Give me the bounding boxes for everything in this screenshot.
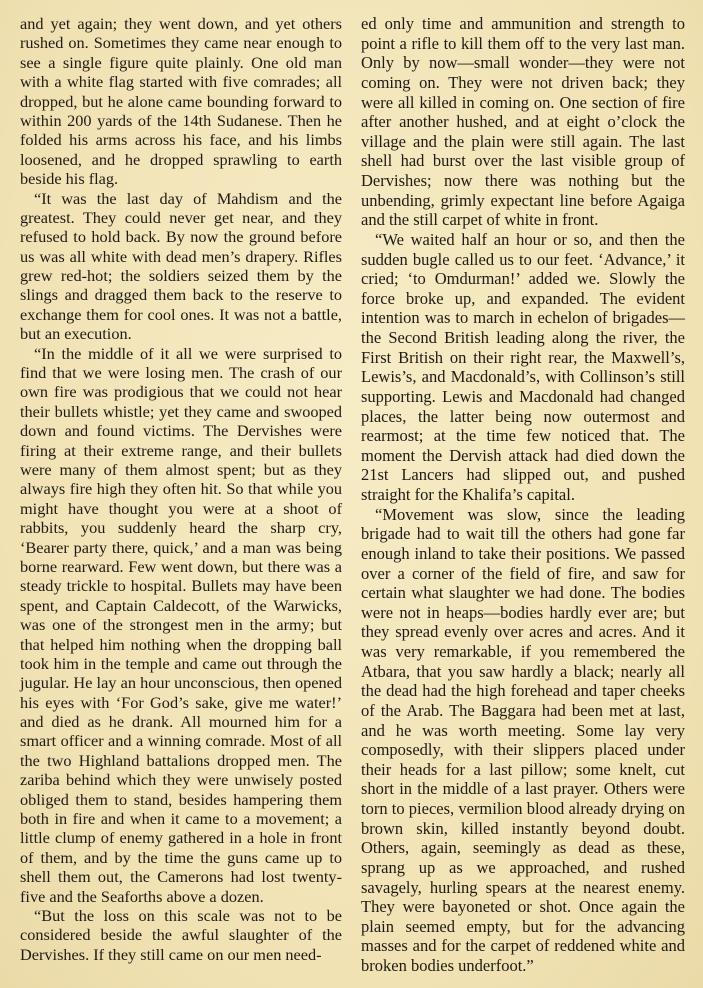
paragraph: ed only time and ammunition and strength to point a rifle to kill them off to the very last man. Only by now—small wonder—they were not coming on. They were not driven back; they were all killed in coming on. One section of fire after another hushed, and at eight o’clock the village and the plain were still again. The last shell had burst over the last visible group of Dervishes; now there was nothing but the unbending, grimly expectant line before Agaiga and the still carpet of white in front.	[361, 14, 685, 230]
right-column	[361, 14, 685, 976]
paragraph: “We waited half an hour or so, and then the sudden bugle called us to our feet. ‘Advance,’ it cried; ‘to Omdurman!’ added we. Slowly the force broke up, and expanded. The evident intention was to march in echelon of brigades—the Second British leading along the river, the First British on their right rear, the Maxwell’s, Lewis’s, and Macdonald’s, with Collinson’s still supporting. Lewis and Macdonald had changed places, the latter being now outermost and rearmost; at the time few noticed that. The moment the Dervish attack had died down the 21st Lancers had slipped out, and pushed straight for the Khalifa’s capital.	[361, 229, 685, 504]
paragraph: “In the middle of it all we were surprised to find that we were losing men. The crash of our own fire was prodigious that we could not hear their bullets whistle; yet they came and swooped down and found victims. The Dervishes were firing at their extreme range, and their bullets were many of them almost spent; but as they always fire high they often hit. So that while you might have thought you were at a shoot of rabbits, you suddenly heard the sharp cry, ‘Bearer party there, quick,’ and a man was being borne rearward. Few went down, but there was a steady trickle to hospital. Bullets may have been spent, and Captain Caldecott, of the Warwicks, was one of the strongest men in the army; but that helped him nothing when the dropping ball took him in the temple and came out through the jugular. He lay an hour unconscious, then opened his eyes with ‘For God’s sake, give me water!’ and died as he drank. All mourned him for a smart officer and a winning comrade. Most of all the two Highland battalions dropped men. The zariba behind which they were unwisely posted obliged them to stand, besides hampering them both in fire and when it came to a movement; a little clump of enemy gathered in a hole in front of them, and by the time the guns came up to shell them out, the Camerons had lost twenty-five and the Seaforths above a dozen.	[20, 343, 342, 906]
paragraph: “But the loss on this scale was not to be considered beside the awful slaughter of the Dervishes. If they still came on our men need-	[20, 905, 342, 964]
paragraph: “Movement was slow, since the leading brigade had to wait till the others had gone far enough inland to take their positions. We passed over a corner of the field of fire, and saw for certain what slaughter we had done. The bodies were not in heaps—bodies hardly ever are; but they spread evenly over acres and acres. And it was very remarkable, if you remembered the Atbara, that you saw hardly a black; nearly all the dead had the high forehead and taper cheeks of the Arab. The Baggara had been met at last, and he was worth meeting. Some lay very composedly, with their slippers placed under their heads for a last pillow; some knelt, cut short in the middle of a last prayer. Others were torn to pieces, vermilion blood already drying on brown skin, killed instantly beyond doubt. Others, again, seemingly as dead as these, sprang up as we approached, and rushed savagely, hurling spears at the nearest enemy. They were bayoneted or shot. Once again the plain seemed empty, but for the advancing masses and for the carpet of reddened white and broken bodies underfoot.”	[361, 504, 685, 975]
paragraph: “It was the last day of Mahdism and the greatest. They could never get near, and they refused to hold back. By now the ground before us was all white with dead men’s drapery. Rifles grew red-hot; the soldiers seized them by the slings and dragged them back to the reserve to exchange them for cool ones. It was not a battle, but an execution.	[20, 188, 342, 344]
paragraph: and yet again; they went down, and yet others rushed on. Sometimes they came near enough to see a single figure quite plainly. One old man with a white flag started with five comrades; all dropped, but he alone came bounding forward to within 200 yards of the 14th Sudanese. Then he folded his arms across his face, and his limbs loosened, and he dropped sprawling to earth beside his flag.	[20, 14, 342, 189]
left-column	[20, 14, 342, 964]
